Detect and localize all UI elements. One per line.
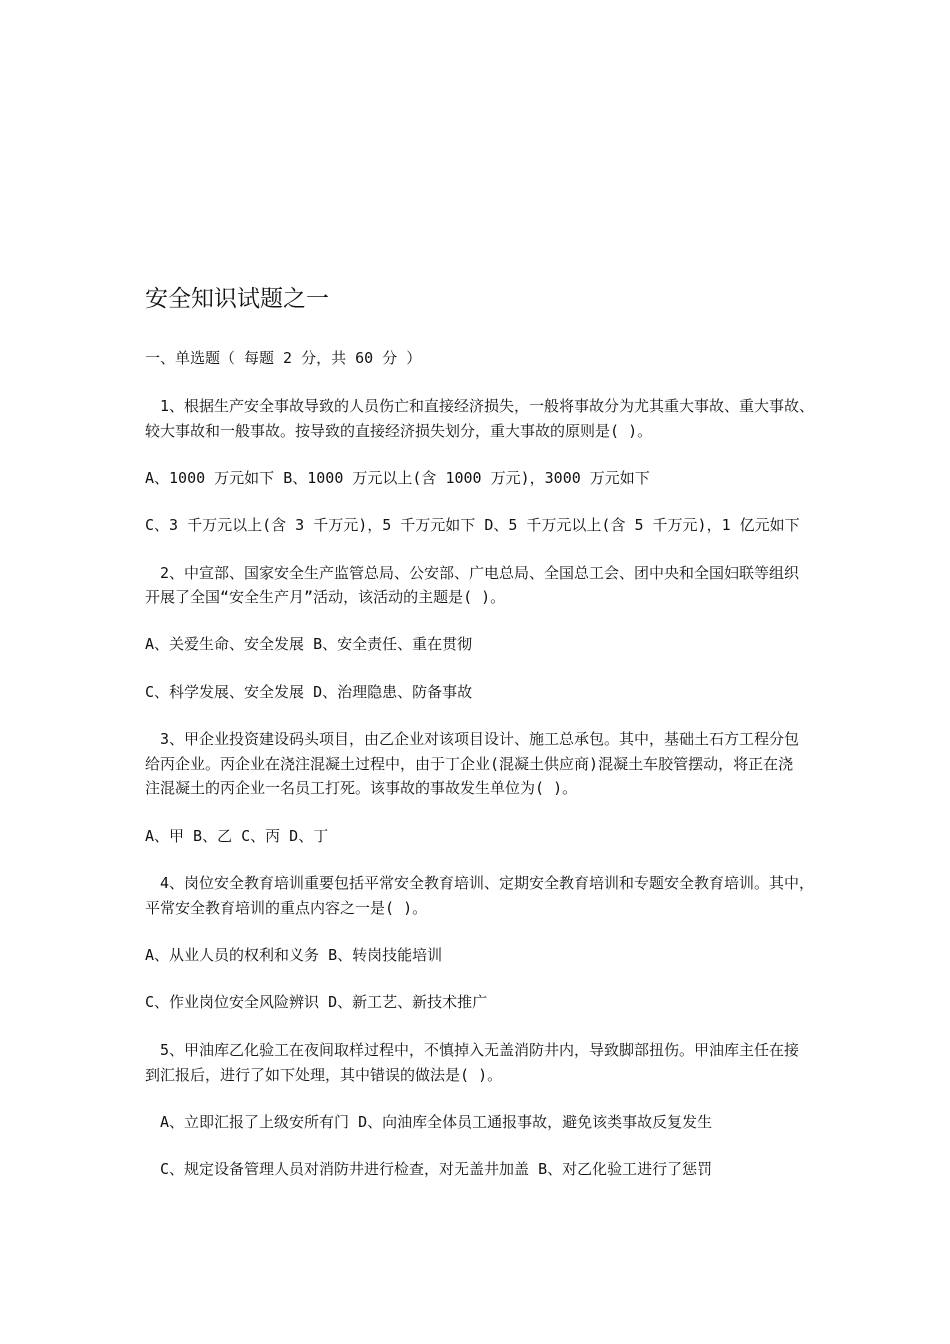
question-2-stem-line-1: 2、中宣部、国家安全生产监管总局、公安部、广电总局、全国总工会、团中央和全国妇联等组织	[160, 564, 800, 582]
question-4-stem-line-1: 4、岗位安全教育培训重要包括平常安全教育培训、定期安全教育培训和专题安全教育培训。其中，	[160, 874, 815, 892]
question-3-option-line-1: A、甲 B、乙 C、丙 D、丁	[145, 827, 329, 845]
question-2-stem-line-2: 开展了全国“安全生产月”活动，该活动的主题是( )。	[145, 588, 506, 606]
section-heading: 一、单选题（ 每题 2 分，共 60 分 ）	[145, 349, 422, 367]
question-5-stem-line-1: 5、甲油库乙化验工在夜间取样过程中，不慎掉入无盖消防井内，导致脚部扭伤。甲油库主任在接	[160, 1041, 800, 1059]
question-5-stem-line-2: 到汇报后，进行了如下处理，其中错误的做法是( )。	[145, 1066, 503, 1084]
question-3-stem-line-3: 注混凝土的丙企业一名员工打死。该事故的事故发生单位为( )。	[145, 779, 578, 797]
question-5-option-line-1: A、立即汇报了上级安所有门 D、向油库全体员工通报事故，避免该类事故反复发生	[160, 1113, 713, 1131]
question-4-option-line-2: C、作业岗位安全风险辨识 D、新工艺、新技术推广	[145, 993, 488, 1011]
question-1-stem-line-1: 1、根据生产安全事故导致的人员伤亡和直接经济损失，一般将事故分为尤其重大事故、重大事故、	[160, 397, 815, 415]
question-1-stem-line-2: 较大事故和一般事故。按导致的直接经济损失划分，重大事故的原则是( )。	[145, 422, 653, 440]
question-3-stem-line-1: 3、甲企业投资建设码头项目，由乙企业对该项目设计、施工总承包。其中，基础土石方工程分包	[160, 730, 800, 748]
question-1-option-line-2: C、3 千万元以上(含 3 千万元)，5 千万元如下 D、5 千万元以上(含 5 千万元)，1 亿元如下	[145, 516, 800, 534]
question-3-stem-line-2: 给丙企业。丙企业在浇注混凝土过程中，由于丁企业(混凝土供应商)混凝土车胶管摆动，将正在浇	[145, 755, 794, 773]
question-1-option-line-1: A、1000 万元如下 B、1000 万元以上(含 1000 万元)，3000 万元如下	[145, 469, 650, 487]
question-2-option-line-2: C、科学发展、安全发展 D、治理隐患、防备事故	[145, 683, 473, 701]
question-5-option-line-2: C、规定设备管理人员对消防井进行检查，对无盖井加盖 B、对乙化验工进行了惩罚	[160, 1160, 713, 1178]
question-4-stem-line-2: 平常安全教育培训的重点内容之一是( )。	[145, 899, 428, 917]
question-2-option-line-1: A、关爱生命、安全发展 B、安全责任、重在贯彻	[145, 635, 473, 653]
question-4-option-line-1: A、从业人员的权利和义务 B、转岗技能培训	[145, 946, 443, 964]
document-title: 安全知识试题之一	[145, 286, 329, 312]
